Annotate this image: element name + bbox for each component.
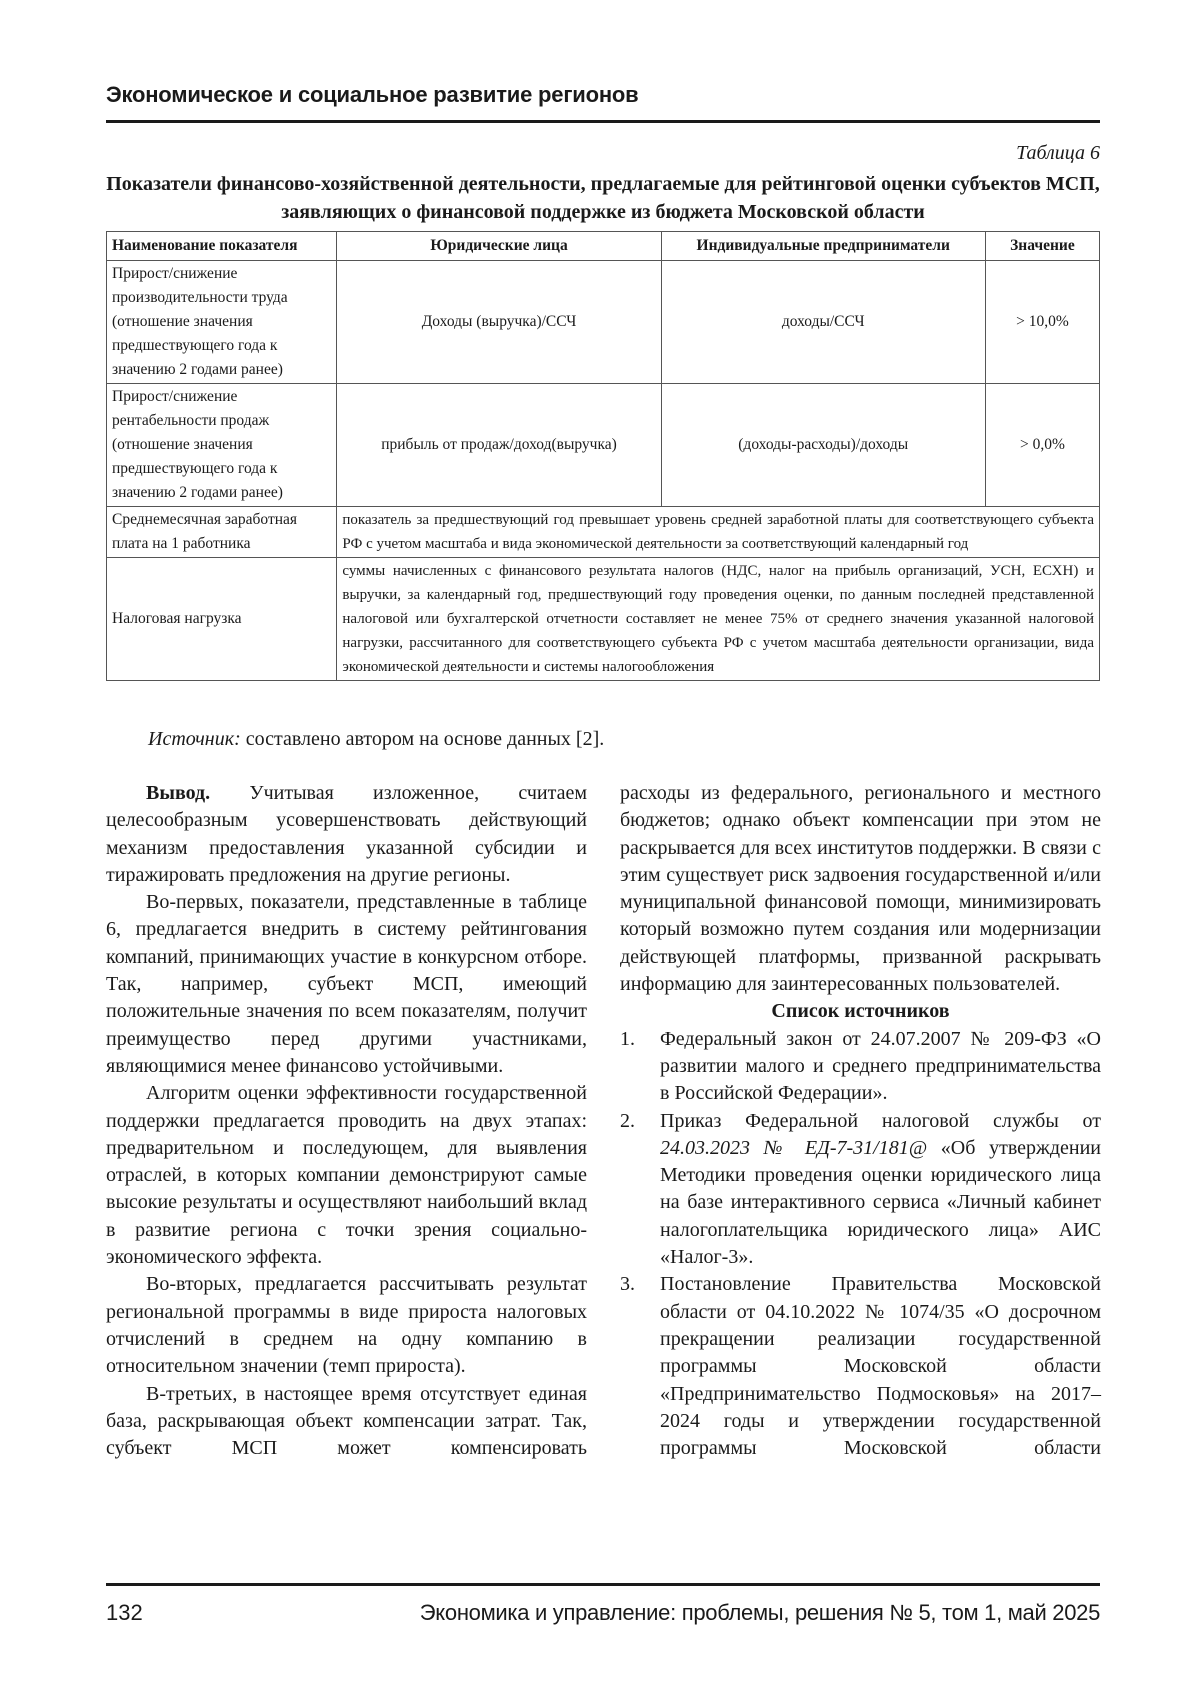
right-column <box>620 780 1101 1462</box>
legal-entities-cell: Доходы (выручка)/ССЧ <box>337 261 661 384</box>
page-number: 132 <box>106 1600 143 1625</box>
journal-page <box>106 0 1100 1698</box>
paragraph-continuation: расходы из федерального, регионального и местного бюджетов; однако объект компенсации при этом не раскрывается для всех институтов поддержки. В связи с этим существует риск задвоения государственной и/или муниципальной финансовой помощи, минимизировать который возможно путем создания или модернизации действующей платформы, призванной раскрывать информацию для заинтересованных пользователей. <box>620 782 1101 996</box>
reference-number: 1. <box>620 1027 635 1050</box>
reference-text: «Об утверждении Методики проведения оценки юридического лица на базе интерактивного сервиса «Личный кабинет налогоплательщика юридического лица» АИС «Налог-3». <box>660 1136 1102 1269</box>
header-rule <box>106 120 1100 123</box>
reference-italic-citation: 24.03.2023 № ЕД-7-31/181@ <box>660 1136 928 1159</box>
table-row <box>107 507 1100 558</box>
header-indicator-name: Наименование показателя <box>107 232 337 261</box>
paragraph-conclusion <box>106 780 587 889</box>
journal-info: Экономика и управление: проблемы, решения № 5, том 1, май 2025 <box>419 1600 1100 1625</box>
table-row <box>107 384 1100 507</box>
reference-item <box>620 1026 1101 1108</box>
references-title: Список источников <box>771 1000 950 1023</box>
reference-item <box>620 1108 1101 1272</box>
paragraph-text: Учитывая изложенное, считаем целесообразным усовершенствовать действующий механизм предоставления указанной субсидии и тиражировать предложения на другие регионы. <box>106 782 587 886</box>
paragraph: Во-первых, показатели, представленные в таблице 6, предлагается внедрить в систему рейтингования компаний, принимающих участие в конкурсном отборе. Так, например, субъект МСП, имеющий положительные значения по всем показателям, получит преимущество перед другими участниками, являющимися менее финансово устойчивыми. <box>106 891 587 1077</box>
table-label: Таблица 6 <box>1016 142 1100 164</box>
left-column <box>106 780 587 1462</box>
table-row <box>107 558 1100 681</box>
paragraph: Алгоритм оценки эффективности государственной поддержки предлагается проводить на двух этапах: предварительном и последующем, для выявления отраслей, в которых компании демонстрируют самые высокие результаты и осуществляют наибольший вклад в развитие региона с точки зрения социально-экономического эффекта. <box>106 1082 587 1269</box>
reference-text: Приказ Федеральной налоговой службы от <box>660 1109 1101 1132</box>
value-cell: > 0,0% <box>985 384 1099 507</box>
header-legal-entities: Юридические лица <box>337 232 661 261</box>
table-row <box>107 261 1100 384</box>
indicator-name-cell: Налоговая нагрузка <box>107 558 337 681</box>
running-head: Экономическое и социальное развитие регионов <box>106 82 639 107</box>
reference-item <box>620 1271 1101 1462</box>
table-source-note <box>148 728 604 751</box>
table-header-row <box>107 232 1100 261</box>
reference-text: Постановление Правительства Московской области от 04.10.2022 № 1074/35 «О досрочном прекращении реализации государственной программы Московской области «Предпринимательство Подмосковья» на 2017–2024 годы и утверждении государственной программы Московской области <box>660 1273 1101 1460</box>
reference-text: Федеральный закон от 24.07.2007 № 209-ФЗ «О развитии малого и среднего предпринимательства в Российской Федерации». <box>660 1027 1101 1105</box>
indicator-name-cell: Среднемесячная заработная плата на 1 работника <box>107 507 337 558</box>
legal-entities-cell: прибыль от продаж/доход(выручка) <box>337 384 661 507</box>
merged-criterion-cell: показатель за предшествующий год превышает уровень средней заработной платы для соответствующего субъекта РФ с учетом масштаба и вида экономической деятельности за соответствующий календарный год <box>337 507 1100 558</box>
references-list <box>620 1026 1101 1463</box>
conclusion-lead: Вывод. <box>146 782 211 804</box>
individual-entrepreneurs-cell: (доходы-расходы)/доходы <box>661 384 985 507</box>
merged-criterion-cell: суммы начисленных с финансового результата налогов (НДС, налог на прибыль организаций, УСН, ЕСХН) и выручки, за календарный год, предшествующий году проведения оценки, по данным последней представленной налоговой или бухгалтерской отчетности составляет не менее 75% от среднего значения указанной налоговой нагрузки, рассчитанного для соответствующего субъекта РФ с учетом масштаба деятельности организации, вида экономической деятельности и системы налогообложения <box>337 558 1100 681</box>
indicator-name-cell: Прирост/снижение производительности труда (отношение значения предшествующего года к значению 2 годами ранее) <box>107 261 337 384</box>
source-label: Источник: <box>148 728 241 750</box>
value-cell: > 10,0% <box>985 261 1099 384</box>
individual-entrepreneurs-cell: доходы/ССЧ <box>661 261 985 384</box>
header-value: Значение <box>985 232 1099 261</box>
table-title: Показатели финансово-хозяйственной деятельности, предлагаемые для рейтинговой оценки субъектов МСП, заявляющих о финансовой поддержке из бюджета Московской области <box>106 173 1100 223</box>
header-individual-entrepreneurs: Индивидуальные предприниматели <box>661 232 985 261</box>
indicator-name-cell: Прирост/снижение рентабельности продаж (отношение значения предшествующего года к значению 2 годами ранее) <box>107 384 337 507</box>
reference-number: 3. <box>620 1273 635 1296</box>
paragraph: В-третьих, в настоящее время отсутствует единая база, раскрывающая объект компенсации затрат. Так, субъект МСП может компенсировать <box>106 1382 587 1460</box>
footer-rule <box>106 1583 1100 1586</box>
indicators-table <box>106 231 1100 681</box>
source-text: составлено автором на основе данных [2]. <box>240 728 605 750</box>
reference-number: 2. <box>620 1109 635 1132</box>
paragraph: Во-вторых, предлагается рассчитывать результат региональной программы в виде прироста налоговых отчислений в среднем на одну компанию в относительном значении (темп прироста). <box>106 1273 587 1378</box>
